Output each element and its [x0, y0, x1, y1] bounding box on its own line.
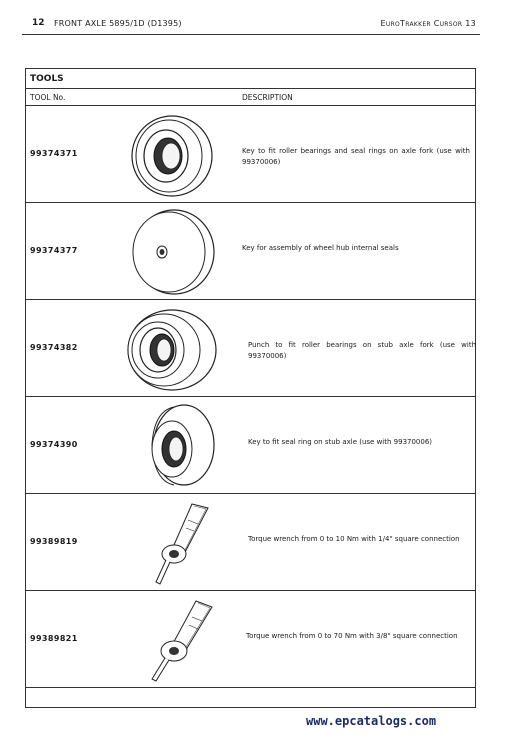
page-header: [22, 12, 480, 35]
tool-description: Torque wrench from 0 to 10 Nm with 1/4" square connection: [248, 535, 460, 543]
table-header: [26, 89, 475, 106]
tool-description: Key to fit seal ring on stub axle (use with 99370006): [248, 438, 433, 446]
document-title: EuroTrakker Cursor 13: [380, 19, 476, 28]
tool-description: Key to fit roller bearings and seal rings on axle fork (use with 99370006): [242, 147, 470, 166]
table-row: [26, 494, 475, 591]
table-title: TOOLS: [26, 69, 475, 89]
tool-number: 99389819: [30, 537, 78, 546]
tool-number: 99374377: [30, 246, 78, 255]
table-row: [26, 300, 475, 397]
tool-description: Punch to fit roller bearings on stub axle fork (use with 99370006): [248, 341, 476, 360]
seal-key-icon: [114, 207, 224, 295]
column-header-description: DESCRIPTION: [242, 93, 293, 102]
torque-wrench-icon: [114, 498, 224, 586]
seal-ring-key-icon: [114, 401, 224, 489]
page-number: 12: [32, 18, 45, 28]
section-title: FRONT AXLE 5895/1D (D1395): [54, 19, 182, 28]
torque-wrench-icon: [114, 595, 224, 683]
watermark: www.epcatalogs.com: [306, 714, 437, 728]
tool-number: 99374390: [30, 440, 78, 449]
tools-table: [25, 68, 476, 708]
punch-icon: [114, 304, 224, 392]
tool-description: Torque wrench from 0 to 70 Nm with 3/8" square connection: [246, 632, 458, 640]
tool-number: 99374382: [30, 343, 78, 352]
tool-number: 99389821: [30, 634, 78, 643]
tool-description: Key for assembly of wheel hub internal seals: [242, 244, 399, 252]
table-row: [26, 397, 475, 494]
tool-number: 99374371: [30, 149, 78, 158]
table-row: [26, 203, 475, 300]
bearing-key-icon: [114, 110, 224, 198]
table-row: [26, 106, 475, 203]
column-header-tool-no: TOOL No.: [30, 93, 66, 102]
table-row: [26, 591, 475, 688]
